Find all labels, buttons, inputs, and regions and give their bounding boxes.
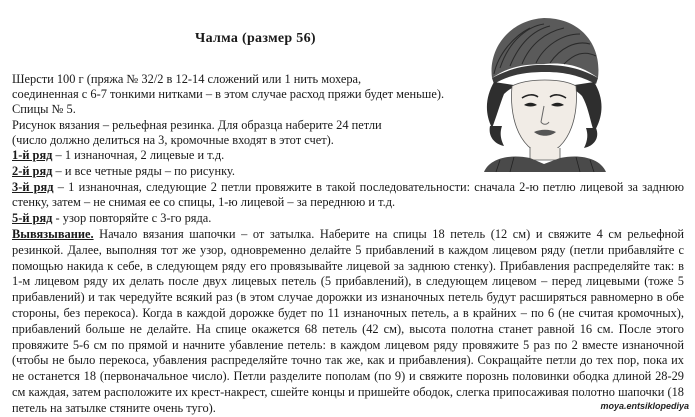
page-title: Чалма (размер 56) xyxy=(195,31,316,46)
row-text: – 1 изнаночная, 2 лицевые и т.д. xyxy=(52,148,225,162)
intro-line: (число должно делиться на 3, кромочные входят в этот счет). xyxy=(12,132,334,147)
row-label: 3-й ряд xyxy=(12,179,54,194)
intro-line: соединенная с 6-7 тонкими нитками – в этом случае расход пряжи будет меньше). xyxy=(12,87,445,102)
row-label: 2-й ряд xyxy=(12,163,53,178)
row-1 xyxy=(12,148,684,164)
row-text: Начало вязания шапочки – от затылка. Наберите на спицы 18 петель (12 см) и свяжите 4 см рельефной резинкой. Далее, выполняя тот же узор, одновременно делайте 5 прибавлений в каждом лицевом ряду (петли прибавляйте с помощью накида к себе, в следующем ряду его провязывайте лицевой за заднюю стенку). Прибавления распределяйте так: в 1-м лицевом ряду их делать после двух лицевых петель (5 прибавлений), в следующем лицевом – перед лицевыми (тоже 5 прибавлений) и так чередуйте всякий раз (в этом случае дорожки из изнаночных петель будут расширяться равномерно в обе стороны, без перекоса). Когда в каждой дорожке будет по 11 изнаночных петель, а в крайних – по 6 (не считая кромочных), прибавлений больше не делайте. На спице окажется 68 петель (42 см), высота полотна станет равной 16 см. После этого провяжите 5-6 см по прямой и начните убавление петель: в каждом лицевом ряду провяжите 5 раз по 2 вместе изнаночной (чтобы не было перекоса, убавления распределяйте точно так же, как и прибавления). Сокращайте петли до тех пор, пока их не останется 18 (первоначальное число). Петли разделите пополам (по 9) и свяжите порознь половинки ободка длиной 28-29 см каждая, затем расположите их крест-накрест, сшейте концы и пришейте ободок, слегка припосаживая полотно шапочки (18 петель на затылке стяните очень туго). xyxy=(12,226,684,415)
row-5 xyxy=(12,211,684,227)
row-label: Вывязывание. xyxy=(12,226,94,241)
row-3 xyxy=(12,180,684,212)
row-text: – 1 изнаночная, следующие 2 петли провяжите в такой последовательности: сначала 2-ю петлю лицевой за заднюю стенку, затем – не снимая ее со спицы, 1-ю лицевой – за переднюю и т.д. xyxy=(12,179,685,210)
site-watermark: moya.entsiklopediya xyxy=(600,401,689,411)
instructions-block xyxy=(12,148,684,417)
row-label: 1-й ряд xyxy=(12,148,53,162)
row-text: - узор повторяйте с 3-го ряда. xyxy=(52,211,212,226)
row-2 xyxy=(12,164,684,180)
intro-line: Спицы № 5. xyxy=(12,102,76,117)
knitting-procedure xyxy=(12,227,684,417)
intro-block xyxy=(12,72,467,148)
intro-line: Рисунок вязания – рельефная резинка. Для образца наберите 24 петли xyxy=(12,117,382,132)
row-text: – и все четные ряды – по рисунку. xyxy=(52,163,235,178)
row-label: 5-й ряд xyxy=(12,211,53,226)
intro-line: Шерсти 100 г (пряжа № 32/2 в 12-14 сложений или 1 нить мохера, xyxy=(12,72,362,86)
